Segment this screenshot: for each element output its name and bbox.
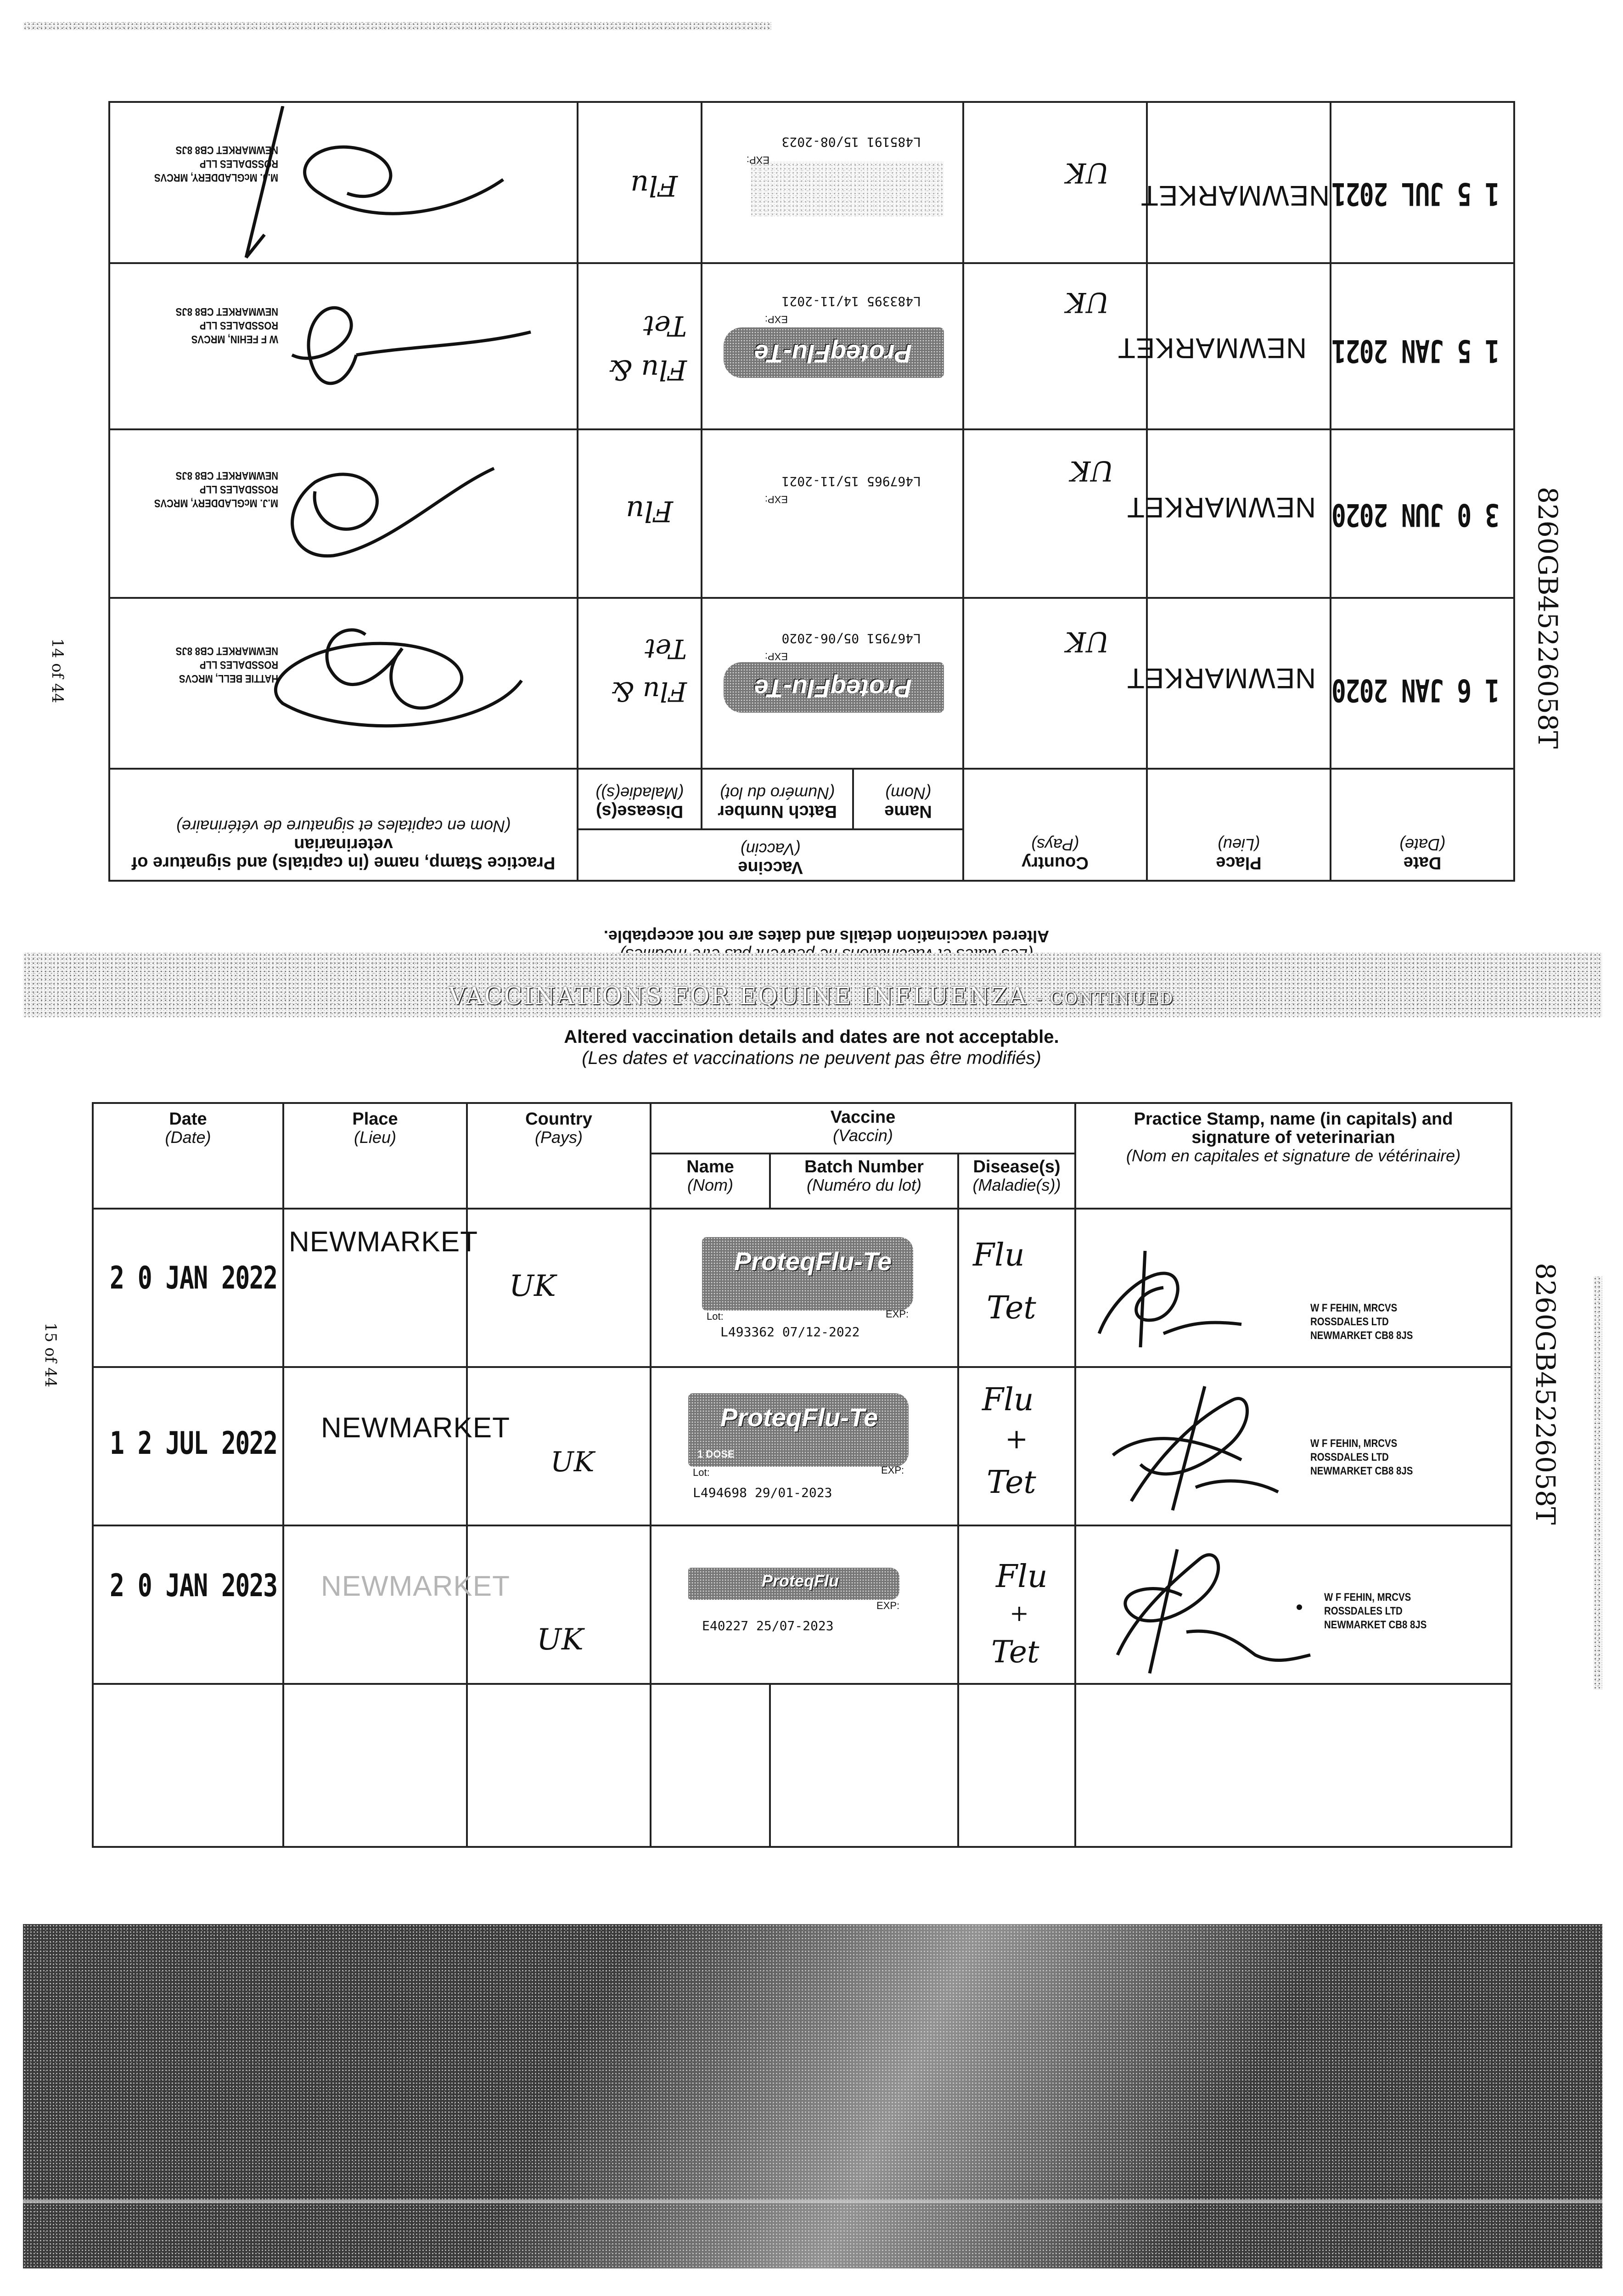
disease-handwritten-3: Tet xyxy=(987,1464,1036,1501)
disease-handwritten-1: Flu xyxy=(973,1237,1025,1273)
vaccine-label: ProteqFlu xyxy=(688,1568,899,1600)
date-stamp: 1 5 JAN 2021 xyxy=(1332,332,1499,369)
practice-stamp: W F FEHIN, MRCVS ROSSDALES LLP NEWMARKET CB8 8JS xyxy=(175,305,278,346)
country-handwritten: UK xyxy=(550,1446,595,1478)
disease-handwritten-3: Tet xyxy=(991,1634,1039,1670)
place-stamp: NEWMARKET xyxy=(321,1412,510,1444)
header-place: Place (Lieu) xyxy=(1147,769,1331,881)
vet-signature xyxy=(269,445,508,583)
disease-handwritten-1: Flu xyxy=(982,1382,1034,1418)
table-row-empty xyxy=(93,1684,1511,1847)
page-14 xyxy=(110,101,1515,882)
disease-cell xyxy=(958,1525,1075,1684)
date-cell xyxy=(1331,263,1514,429)
vaccination-table-page-15 xyxy=(92,1102,1512,1848)
banner-title: VACCINATIONS FOR EQUINE INFLUENZA - CONTINUED xyxy=(449,983,1174,1010)
practice-cell xyxy=(1075,1209,1511,1367)
vaccine-cell xyxy=(702,263,963,429)
upside-down-note: Altered vaccination details and dates are not acceptable. xyxy=(603,927,1050,946)
vet-signature xyxy=(255,612,540,759)
exp-label: EXP: xyxy=(746,154,769,166)
header-name: Name (Nom) xyxy=(853,769,963,829)
exp-label: EXP: xyxy=(876,1600,900,1611)
batch-number: E40227 25/07-2023 xyxy=(702,1618,834,1633)
batch-number: L467951 05/06-2020 xyxy=(781,630,921,646)
scan-edge-right xyxy=(1593,1277,1602,1690)
exp-label: EXP: xyxy=(886,1308,909,1320)
vaccine-label: ProteqFlu-Te xyxy=(702,1237,913,1311)
vet-signature xyxy=(1099,1540,1320,1678)
header-place: Place (Lieu) xyxy=(283,1103,467,1209)
practice-stamp: HATTIE BELL, MRCVS ROSSDALES LLP NEWMARKET CB8 8JS xyxy=(175,644,278,685)
header-practice: Practice Stamp, name (in capitals) and signature of veterinarian (Nom en capitales et signature de vétérinaire) xyxy=(109,769,578,881)
place-cell xyxy=(1118,263,1331,429)
vet-signature xyxy=(237,106,522,262)
date-cell xyxy=(93,1367,283,1525)
exp-label: EXP: xyxy=(764,650,788,662)
date-cell xyxy=(93,1209,283,1367)
table-row xyxy=(109,102,1514,263)
practice-stamp: M.J. McGLADDERY, MRCVS ROSSDALES LLP NEWMARKET CB8 8JS xyxy=(154,469,278,509)
place-cell xyxy=(283,1367,510,1525)
scan-edge-top xyxy=(23,22,771,30)
place-stamp: NEWMARKET xyxy=(1127,662,1316,694)
disease-handwritten: Flu xyxy=(630,169,678,203)
place-stamp: NEWMARKET xyxy=(321,1570,510,1602)
disease-handwritten-2: + xyxy=(1005,1423,1028,1455)
page-number-14: 14 of 44 xyxy=(48,638,67,703)
place-cell xyxy=(1127,429,1331,598)
practice-cell[interactable] xyxy=(1075,1684,1511,1847)
country-cell xyxy=(467,1209,651,1367)
disease-handwritten: Flu & Tet xyxy=(610,633,687,707)
vaccine-cell xyxy=(651,1367,958,1525)
vet-signature xyxy=(1104,1382,1287,1519)
table-row xyxy=(93,1525,1511,1684)
table-row xyxy=(109,263,1514,429)
disease-handwritten: Flu xyxy=(626,494,673,528)
date-stamp: 1 2 JUL 2022 xyxy=(110,1425,277,1462)
practice-cell xyxy=(109,263,578,429)
exp-label: EXP: xyxy=(764,314,788,326)
practice-cell xyxy=(1075,1367,1511,1525)
table-row xyxy=(109,429,1514,598)
header-disease: Disease(s) (Maladie(s)) xyxy=(958,1154,1075,1209)
table-row xyxy=(93,1367,1511,1525)
practice-cell xyxy=(109,598,578,769)
place-cell xyxy=(283,1525,510,1684)
vaccine-cell xyxy=(651,1525,958,1684)
passport-id-bottom: 8260GB45226058T xyxy=(1530,1263,1561,1525)
date-stamp: 2 0 JAN 2023 xyxy=(110,1568,277,1604)
disease-cell xyxy=(958,1367,1075,1525)
batch-number: L467965 15/11-2021 xyxy=(781,473,921,489)
date-cell[interactable] xyxy=(93,1684,283,1847)
banner-note: Altered vaccination details and dates are not acceptable. (Les dates et vaccinations ne peuvent pas être modifiés) xyxy=(564,1027,1059,1068)
batch-number: L483395 14/11-2021 xyxy=(781,294,921,310)
header-date: Date (Date) xyxy=(93,1103,283,1209)
disease-handwritten-1: Flu xyxy=(996,1559,1048,1595)
batch-number: L494698 29/01-2023 xyxy=(693,1485,832,1500)
vaccine-cell xyxy=(702,598,963,769)
header-batch: Batch Number (Numéro du lot) xyxy=(770,1154,958,1209)
date-cell xyxy=(1331,598,1514,769)
country-cell xyxy=(467,1525,651,1684)
practice-cell xyxy=(109,102,578,263)
place-cell[interactable] xyxy=(283,1684,467,1847)
header-country: Country (Pays) xyxy=(963,769,1147,881)
lot-label: Lot: xyxy=(693,1467,710,1478)
header-practice: Practice Stamp, name (in capitals) and signature of veterinarian (Nom en capitales et signature de vétérinaire) xyxy=(1075,1103,1511,1209)
batch-number: L493362 07/12-2022 xyxy=(720,1324,860,1339)
country-cell[interactable] xyxy=(467,1684,651,1847)
header-disease: Disease(s) (Maladie(s)) xyxy=(578,769,702,829)
scan-edge-line xyxy=(23,2200,1602,2203)
place-stamp: NEWMARKET xyxy=(1127,491,1316,523)
vet-signature xyxy=(283,277,549,415)
vaccine-label: ProteqFlu-Te xyxy=(724,662,944,713)
country-handwritten: UK xyxy=(1065,157,1109,189)
batch-number: L485191 15/08-2023 xyxy=(781,135,921,150)
practice-stamp: M.J. McGLADDERY, MRCVS ROSSDALES LLP NEWMARKET CB8 8JS xyxy=(154,144,278,184)
place-stamp: NEWMARKET xyxy=(1140,180,1330,212)
page-number-15: 15 of 44 xyxy=(41,1322,60,1388)
header-batch: Batch Number (Numéro du lot) xyxy=(702,769,853,829)
place-cell xyxy=(283,1209,478,1367)
disease-cell xyxy=(578,429,702,598)
practice-cell xyxy=(109,429,578,598)
country-cell xyxy=(963,102,1147,263)
batch-cell[interactable] xyxy=(770,1684,958,1847)
date-stamp: 3 0 JUN 2020 xyxy=(1332,496,1499,533)
header-vaccine: Vaccine (Vaccin) xyxy=(651,1103,1075,1154)
date-stamp: 2 0 JAN 2022 xyxy=(110,1260,277,1296)
date-cell xyxy=(1331,102,1514,263)
place-cell xyxy=(1127,598,1331,769)
practice-stamp: W F FEHIN, MRCVS ROSSDALES LTD NEWMARKET CB8 8JS xyxy=(1324,1591,1427,1631)
country-cell xyxy=(963,263,1147,429)
country-cell xyxy=(963,429,1147,598)
vaccine-label: ProteqFlu-Te 1 DOSE xyxy=(688,1393,909,1467)
disease-cell xyxy=(578,263,702,429)
vaccine-name-cell[interactable] xyxy=(651,1684,770,1847)
place-cell xyxy=(1140,102,1331,263)
table-row xyxy=(93,1209,1511,1367)
country-handwritten: UK xyxy=(509,1269,556,1303)
ink-dot xyxy=(1297,1604,1302,1610)
disease-cell xyxy=(578,598,702,769)
vaccination-table-page-14 xyxy=(108,101,1515,882)
disease-handwritten-2: + xyxy=(1010,1600,1029,1626)
header-date: Date (Date) xyxy=(1331,769,1514,881)
practice-stamp: W F FEHIN, MRCVS ROSSDALES LTD NEWMARKET CB8 8JS xyxy=(1310,1437,1413,1477)
vaccine-label: ProteqFlu-Te xyxy=(724,327,944,378)
place-stamp: NEWMARKET xyxy=(1118,332,1307,364)
date-stamp: 1 5 JUL 2021 xyxy=(1332,175,1499,212)
country-cell xyxy=(467,1367,651,1525)
country-handwritten: UK xyxy=(1065,286,1109,319)
disease-handwritten-2: Tet xyxy=(987,1290,1036,1326)
passport-id-top: 8260GB45226058T xyxy=(1532,487,1563,749)
vaccine-cell xyxy=(651,1209,958,1367)
lot-label: Lot: xyxy=(707,1311,724,1322)
faded-vaccine-label xyxy=(751,161,944,216)
header-name: Name (Nom) xyxy=(651,1154,770,1209)
date-cell xyxy=(1331,429,1514,598)
date-stamp: 1 6 JAN 2020 xyxy=(1332,671,1499,708)
scanner-background-region xyxy=(23,1924,1602,2268)
practice-cell xyxy=(1075,1525,1511,1684)
disease-cell[interactable] xyxy=(958,1684,1075,1847)
header-vaccine: Vaccine (Vaccin) xyxy=(578,829,963,881)
vet-signature xyxy=(1085,1242,1251,1352)
country-handwritten: UK xyxy=(1070,454,1114,487)
disease-handwritten: Flu & Tet xyxy=(608,310,687,386)
practice-stamp: W F FEHIN, MRCVS ROSSDALES LTD NEWMARKET CB8 8JS xyxy=(1310,1302,1413,1342)
exp-label: EXP: xyxy=(764,493,788,505)
date-cell xyxy=(93,1525,283,1684)
country-cell xyxy=(963,598,1147,769)
place-stamp: NEWMARKET xyxy=(289,1226,478,1258)
disease-cell xyxy=(958,1209,1075,1367)
country-handwritten: UK xyxy=(537,1623,584,1657)
vaccine-cell xyxy=(702,102,963,263)
disease-cell xyxy=(578,102,702,263)
header-country: Country (Pays) xyxy=(467,1103,651,1209)
table-row xyxy=(109,598,1514,769)
country-handwritten: UK xyxy=(1065,625,1109,658)
vaccine-cell xyxy=(702,429,963,598)
exp-label: EXP: xyxy=(881,1464,904,1476)
